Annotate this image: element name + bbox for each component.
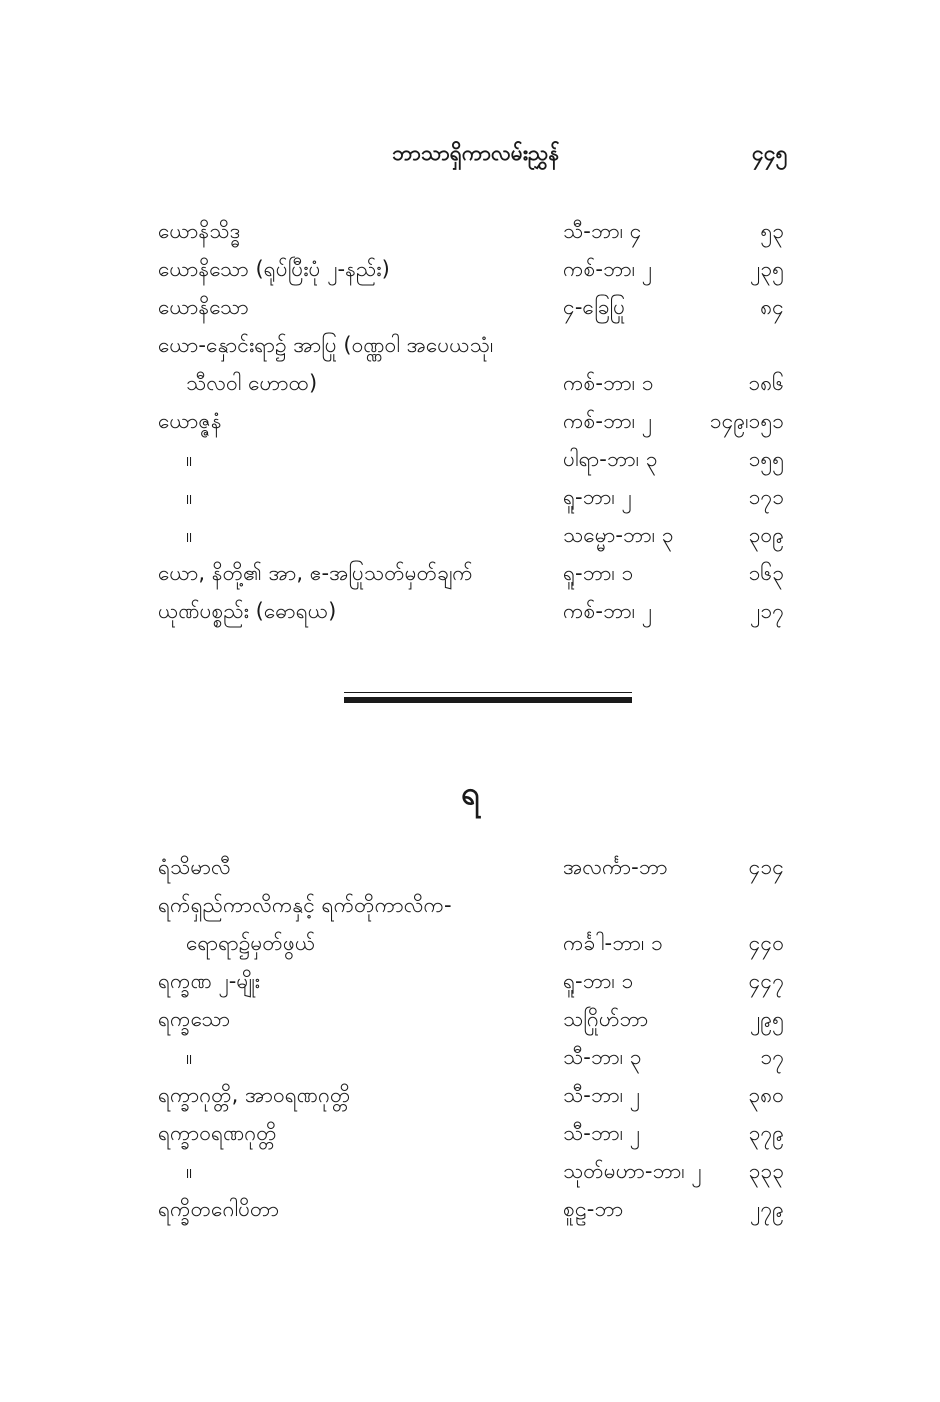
index-term: ယော, နိတို့၏ အာ, ဧ-အပြုသတ်မှတ်ချက်	[158, 561, 473, 585]
index-term: ရောရာ၌မှတ်ဖွယ်	[186, 931, 316, 955]
index-page-number: ၁၆၃	[748, 561, 784, 585]
index-entry	[0, 288, 940, 326]
index-term: ရက္ခဏ ၂-မျိုး	[158, 969, 261, 993]
index-entry	[0, 592, 940, 630]
index-term: ရံသိမာလီ	[158, 855, 231, 879]
ditto-mark: ။	[186, 523, 193, 547]
index-entry	[0, 554, 940, 592]
index-entry	[0, 402, 940, 440]
index-page-number: ၅၃	[760, 219, 784, 243]
index-reference: ရူ-ဘာ၊ ၂	[563, 485, 632, 509]
index-reference: သီ-ဘာ၊ ၂	[563, 1083, 641, 1107]
index-reference: ရူ-ဘာ၊ ၁	[563, 561, 634, 585]
index-reference: ကစ်-ဘာ၊ ၂	[563, 409, 653, 433]
index-reference: ကစ်-ဘာ၊ ၂	[563, 599, 653, 623]
index-entry	[0, 212, 940, 250]
index-entry	[0, 478, 940, 516]
index-entry	[0, 962, 940, 1000]
index-page-number: ၁၈၆	[748, 371, 784, 395]
index-term: ရက္ခာဝရဏဂုတ္တိ	[158, 1121, 277, 1145]
index-entry	[0, 886, 940, 924]
index-entry	[0, 440, 940, 478]
index-reference: သီ-ဘာ၊ ၃	[563, 1045, 642, 1069]
ditto-mark: ။	[186, 1045, 193, 1069]
index-reference: သုတ်မဟာ-ဘာ၊ ၂	[563, 1159, 702, 1183]
index-term: ရက်ရှည်ကာလိကနှင့် ရက်တိုကာလိက-	[158, 893, 452, 917]
index-reference: သမ္မော-ဘာ၊ ၃	[563, 523, 674, 547]
index-entry	[0, 1038, 940, 1076]
index-entry	[0, 516, 940, 554]
divider-thin-rule	[344, 692, 632, 693]
index-entry	[0, 1076, 940, 1114]
index-entry	[0, 364, 940, 402]
divider-thick-rule	[344, 697, 632, 703]
index-page-number: ၄၄၀	[748, 931, 784, 955]
index-term: ရက္ခသော	[158, 1007, 231, 1031]
index-reference: အလင်္ကာ-ဘာ	[563, 855, 668, 879]
index-entry	[0, 1190, 940, 1228]
index-reference: ၄-ခြေပြု	[563, 295, 626, 319]
index-entry	[0, 848, 940, 886]
index-reference: ကစ်-ဘာ၊ ၂	[563, 257, 653, 281]
index-page-number: ၃၀၉	[748, 523, 784, 547]
index-entry	[0, 326, 940, 364]
index-page-number: ၈၄	[760, 295, 784, 319]
index-page-number: ၃၇၉	[748, 1121, 784, 1145]
index-term: ယောဇ္ဇနံ	[158, 409, 222, 433]
index-page-number: ၄၁၄	[748, 855, 784, 879]
index-reference: ကစ်-ဘာ၊ ၁	[563, 371, 654, 395]
index-reference: သီ-ဘာ၊ ၂	[563, 1121, 641, 1145]
page-title: ဘာသာရှိကာလမ်းညွှန်	[392, 141, 560, 165]
index-page-number: ၂၉၅	[750, 1007, 784, 1031]
ditto-mark: ။	[186, 447, 193, 471]
index-entry	[0, 250, 940, 288]
index-page-number: ၁၄၉၊၁၅၁	[709, 409, 784, 433]
page-number: ၄၄၅	[752, 141, 788, 165]
index-term: ယော-နှောင်းရာ၌ အာပြု (ဝဏ္ဏဝါ အပေယသုံ၊	[158, 333, 494, 357]
index-reference: သဂြိုဟ်ဘာ	[563, 1007, 649, 1031]
index-term: သီလဝါ ဟောထ)	[186, 371, 318, 395]
ditto-mark: ။	[186, 1159, 193, 1183]
index-page-number: ၁၇၁	[748, 485, 784, 509]
index-entry	[0, 1114, 940, 1152]
index-page-number: ၂၇၉	[750, 1197, 784, 1221]
index-reference: စူဠ-ဘာ	[563, 1197, 624, 1221]
index-page-number: ၄၄၇	[748, 969, 784, 993]
index-term: ရက္ခိတဂေါပိတာ	[158, 1197, 280, 1221]
index-term: ယုဏ်ပစ္စည်း (ဓောရယ)	[158, 599, 337, 623]
index-entry	[0, 1152, 940, 1190]
index-page-number: ၃၃၃	[748, 1159, 784, 1183]
index-page-number: ၂၁၇	[750, 599, 784, 623]
section-letter-heading: ရ	[460, 774, 480, 812]
index-term: ရက္ခာဂုတ္တိ, အာဝရဏဂုတ္တိ	[158, 1083, 351, 1107]
index-page-number: ၃၈၀	[748, 1083, 784, 1107]
index-reference: သီ-ဘာ၊ ၄	[563, 219, 642, 243]
index-reference: ရူ-ဘာ၊ ၁	[563, 969, 634, 993]
index-term: ယောနိသိဒ္ဓ	[158, 219, 241, 243]
index-reference: ကင်္ခါ-ဘာ၊ ၁	[563, 931, 663, 955]
index-entry	[0, 1000, 940, 1038]
index-page-number: ၁၅၅	[748, 447, 784, 471]
index-entry	[0, 924, 940, 962]
index-term: ယောနိသော	[158, 295, 249, 319]
index-reference: ပါရာ-ဘာ၊ ၃	[563, 447, 658, 471]
index-page-number: ၂၃၅	[750, 257, 784, 281]
index-term: ယောနိသော (ရုပ်ပြီးပုံ ၂-နည်း)	[158, 257, 390, 281]
index-page-number: ၁၇	[760, 1045, 784, 1069]
ditto-mark: ။	[186, 485, 193, 509]
